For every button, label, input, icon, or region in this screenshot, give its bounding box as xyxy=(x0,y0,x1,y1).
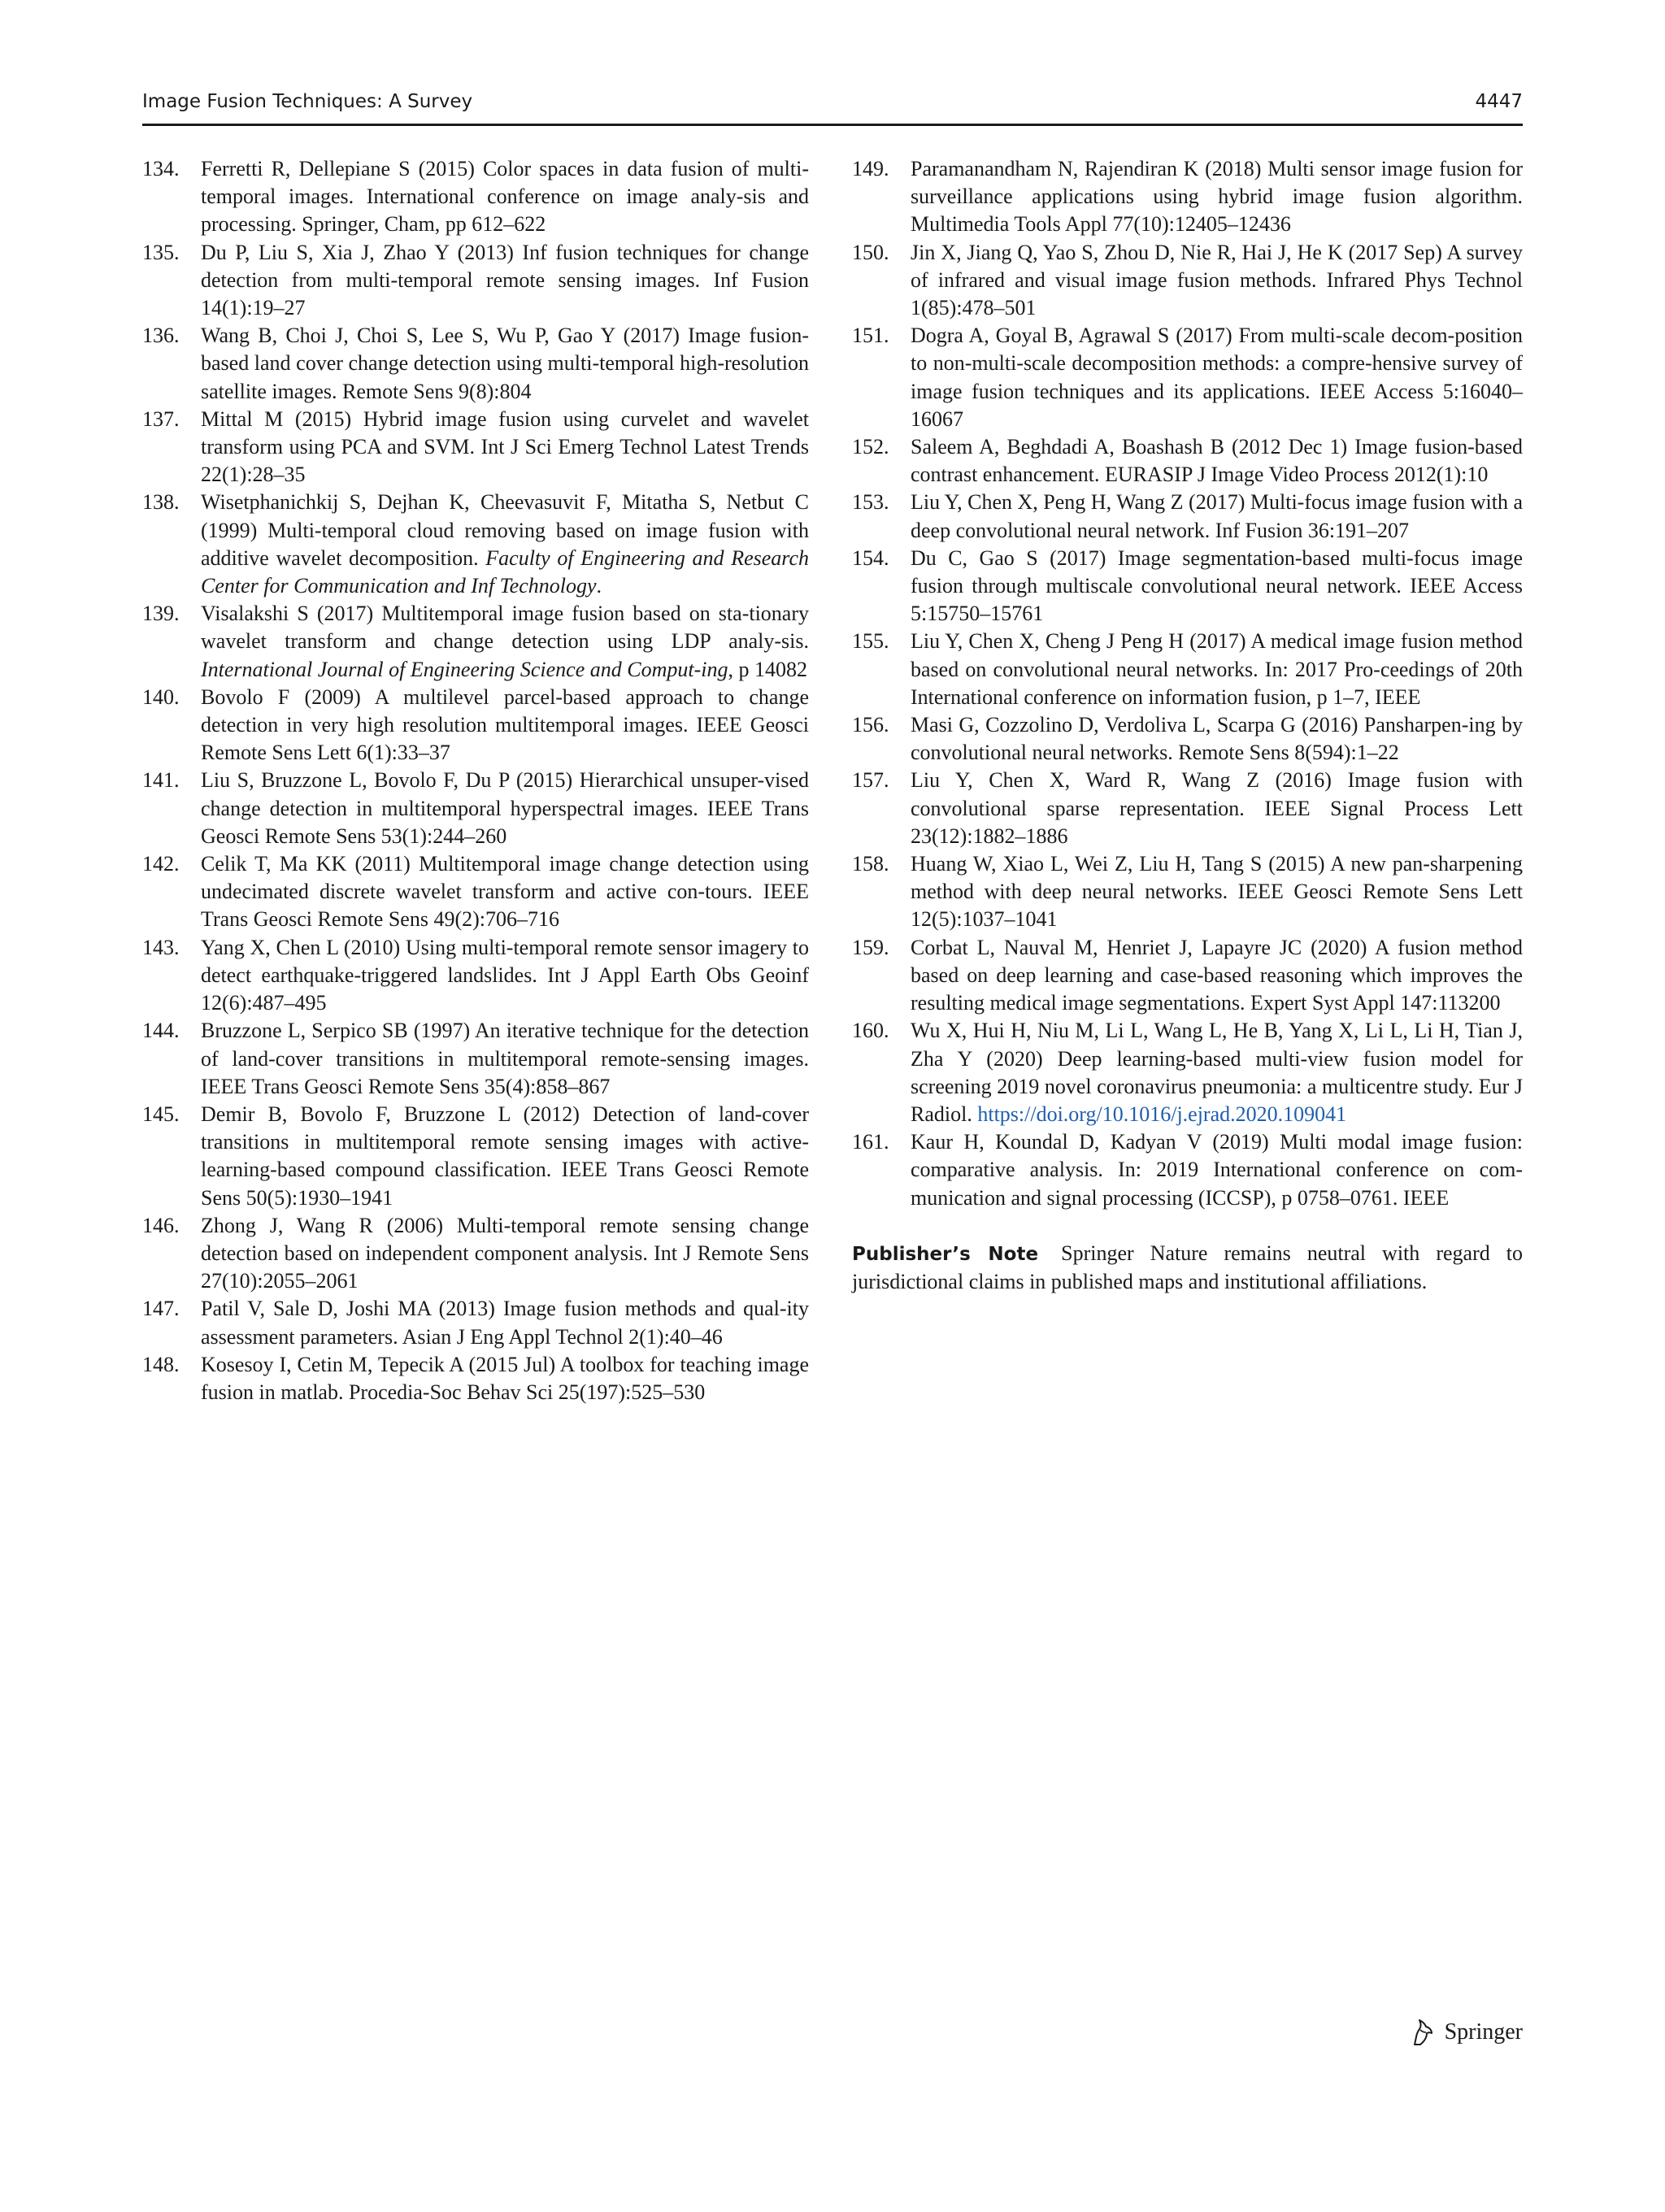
reference-entry xyxy=(142,322,809,406)
reference-text: Huang W, Xiao L, Wei Z, Liu H, Tang S (2015) A new pan-sharpening method with deep neural networks. IEEE Geosci Remote Sens Lett 12(5):1037–1041 xyxy=(911,852,1523,932)
reference-entry xyxy=(852,155,1523,239)
reference-entry xyxy=(142,155,809,239)
reference-text: Du C, Gao S (2017) Image segmentation-based multi-focus image fusion through multiscale convolutional neural network. IEEE Access 5:15750–15761 xyxy=(911,545,1523,626)
reference-number: 147. xyxy=(142,1297,180,1321)
reference-text: Paramanandham N, Rajendiran K (2018) Multi sensor image fusion for surveillance applications using hybrid image fusion algorithm. Multimedia Tools Appl 77(10):12405–12436 xyxy=(911,157,1523,237)
reference-entry xyxy=(142,850,809,934)
reference-entry xyxy=(852,711,1523,767)
reference-entry xyxy=(852,1017,1523,1128)
reference-text: Masi G, Cozzolino D, Verdoliva L, Scarpa G (2016) Pansharpen-ing by convolutional neural networks. Remote Sens 8(594):1–22 xyxy=(911,713,1523,765)
reference-entry xyxy=(852,628,1523,711)
reference-entry xyxy=(852,850,1523,934)
reference-number: 140. xyxy=(142,684,180,709)
reference-number: 139. xyxy=(142,602,180,626)
running-header xyxy=(142,86,1523,126)
reference-number: 150. xyxy=(852,240,889,264)
reference-entry xyxy=(142,934,809,1018)
reference-number: 144. xyxy=(142,1019,180,1043)
reference-entry xyxy=(142,1212,809,1296)
reference-number: 146. xyxy=(142,1213,180,1237)
reference-number: 155. xyxy=(852,629,889,654)
reference-number: 157. xyxy=(852,768,889,793)
reference-text: Kaur H, Koundal D, Kadyan V (2019) Multi modal image fusion: comparative analysis. In: 2019 International conference on com-munication and signal processing (ICCSP), p 0758–0761. IEEE xyxy=(911,1130,1523,1210)
reference-number: 161. xyxy=(852,1130,889,1154)
italic-source: International Journal of Engineering Science and Comput-ing xyxy=(201,657,728,681)
reference-entry xyxy=(142,684,809,767)
references-right-column xyxy=(852,155,1523,1317)
references-left-column xyxy=(142,155,809,1406)
reference-text: Dogra A, Goyal B, Agrawal S (2017) From multi-scale decom-position to non-multi-scale decomposition methods: a compre-hensive survey of image fusion techniques and its applications. IEEE Access 5:16040–16067 xyxy=(911,324,1523,431)
reference-text: Visalakshi S (2017) Multitemporal image fusion based on sta-tionary wavelet transform and change detection using LDP analy-sis. International Journal of Engineering Science and Comput-ing, p 14082 xyxy=(201,602,809,681)
reference-text: Jin X, Jiang Q, Yao S, Zhou D, Nie R, Hai J, He K (2017 Sep) A survey of infrared and visual image fusion methods. Infrared Phys Technol 1(85):478–501 xyxy=(911,240,1523,320)
reference-text: Yang X, Chen L (2010) Using multi-temporal remote sensor imagery to detect earthquake-triggered landslides. Int J Appl Earth Obs Geoinf 12(6):487–495 xyxy=(201,935,809,1015)
publisher-wordmark: Springer xyxy=(1444,2019,1523,2045)
reference-text: Wang B, Choi J, Choi S, Lee S, Wu P, Gao Y (2017) Image fusion-based land cover change detection using multi-temporal high-resolution satellite images. Remote Sens 9(8):804 xyxy=(201,324,809,403)
springer-horse-icon xyxy=(1409,2018,1437,2047)
reference-text: Corbat L, Nauval M, Henriet J, Lapayre JC (2020) A fusion method based on deep learning and case-based reasoning which improves the resulting medical image segmentations. Expert Syst Appl 147:113200 xyxy=(911,935,1523,1015)
reference-number: 137. xyxy=(142,406,180,431)
publisher-note-text: Springer Nature remains neutral with regard to jurisdictional claims in published maps and institutional affiliations. xyxy=(852,1241,1523,1293)
journal-running-title: Image Fusion Techniques: A Survey xyxy=(142,91,473,112)
reference-entry xyxy=(142,406,809,489)
reference-number: 143. xyxy=(142,935,180,959)
reference-entry xyxy=(142,1101,809,1212)
publisher-note xyxy=(852,1240,1523,1296)
reference-entry xyxy=(142,600,809,684)
reference-entry xyxy=(142,1295,809,1350)
reference-number: 158. xyxy=(852,852,889,876)
reference-entry xyxy=(852,767,1523,850)
page-number: 4447 xyxy=(1475,91,1523,112)
reference-text: Liu Y, Chen X, Cheng J Peng H (2017) A medical image fusion method based on convolutional neural networks. In: 2017 Pro-ceedings of 20th International conference on information fusion, p 1–7, IEEE xyxy=(911,629,1523,709)
reference-text: Celik T, Ma KK (2011) Multitemporal image change detection using undecimated discrete wavelet transform and active con-tours. IEEE Trans Geosci Remote Sens 49(2):706–716 xyxy=(201,852,809,932)
reference-list-left xyxy=(142,155,809,1406)
reference-entry xyxy=(852,322,1523,433)
reference-entry xyxy=(852,934,1523,1018)
reference-text: Du P, Liu S, Xia J, Zhao Y (2013) Inf fusion techniques for change detection from multi-temporal remote sensing images. Inf Fusion 14(1):19–27 xyxy=(201,240,809,320)
reference-text: Bovolo F (2009) A multilevel parcel-based approach to change detection in very high resolution multitemporal images. IEEE Geosci Remote Sens Lett 6(1):33–37 xyxy=(201,684,809,765)
reference-entry xyxy=(852,239,1523,323)
reference-number: 152. xyxy=(852,435,889,459)
reference-text: Saleem A, Beghdadi A, Boashash B (2012 Dec 1) Image fusion-based contrast enhancement. EURASIP J Image Video Process 2012(1):10 xyxy=(911,435,1523,487)
reference-text: Ferretti R, Dellepiane S (2015) Color spaces in data fusion of multi-temporal images. International conference on image analy-sis and processing. Springer, Cham, pp 612–622 xyxy=(201,157,809,237)
reference-text: Wu X, Hui H, Niu M, Li L, Wang L, He B, Yang X, Li L, Li H, Tian J, Zha Y (2020) Deep learning-based multi-view fusion model for screening 2019 novel coronavirus pneumonia: a multicentre study. Eur J Radiol. https://doi.org/10.1016/j.ejrad.2020.109041 xyxy=(911,1019,1523,1126)
reference-number: 153. xyxy=(852,490,889,515)
reference-entry xyxy=(852,489,1523,544)
springer-logo xyxy=(1409,2016,1523,2049)
reference-text: Kosesoy I, Cetin M, Tepecik A (2015 Jul) A toolbox for teaching image fusion in matlab. Procedia-Soc Behav Sci 25(197):525–530 xyxy=(201,1352,809,1404)
publisher-note-label: Publisher’s Note xyxy=(852,1243,1039,1265)
reference-number: 145. xyxy=(142,1102,180,1126)
reference-entry xyxy=(142,489,809,600)
reference-number: 151. xyxy=(852,324,889,348)
reference-number: 134. xyxy=(142,157,180,180)
reference-number: 138. xyxy=(142,490,180,515)
reference-number: 160. xyxy=(852,1019,889,1043)
reference-text: Wisetphanichkij S, Dejhan K, Cheevasuvit F, Mitatha S, Netbut C (1999) Multi-temporal cloud removing based on image fusion with additive wavelet decomposition. Faculty of Engineering and Research Center for Communication and Inf Technology. xyxy=(201,490,810,598)
reference-entry xyxy=(142,1017,809,1101)
reference-entry xyxy=(142,1351,809,1406)
italic-source: Faculty of Engineering and Research Center for Communication and Inf Technology xyxy=(201,545,810,598)
reference-number: 148. xyxy=(142,1352,180,1376)
reference-text: Mittal M (2015) Hybrid image fusion using curvelet and wavelet transform using PCA and SVM. Int J Sci Emerg Technol Latest Trends 22(1):28–35 xyxy=(201,406,809,487)
reference-text: Bruzzone L, Serpico SB (1997) An iterative technique for the detection of land-cover transitions in multitemporal remote-sensing images. IEEE Trans Geosci Remote Sens 35(4):858–867 xyxy=(201,1019,809,1098)
reference-text: Liu S, Bruzzone L, Bovolo F, Du P (2015) Hierarchical unsuper-vised change detection in multitemporal hyperspectral images. IEEE Trans Geosci Remote Sens 53(1):244–260 xyxy=(201,768,809,848)
reference-entry xyxy=(852,433,1523,489)
reference-number: 142. xyxy=(142,852,180,876)
reference-number: 159. xyxy=(852,935,889,959)
doi-link[interactable]: https://doi.org/10.1016/j.ejrad.2020.109041 xyxy=(977,1102,1347,1126)
reference-number: 154. xyxy=(852,545,889,570)
reference-text: Patil V, Sale D, Joshi MA (2013) Image fusion methods and qual-ity assessment parameters. Asian J Eng Appl Technol 2(1):40–46 xyxy=(201,1297,809,1349)
reference-text: Demir B, Bovolo F, Bruzzone L (2012) Detection of land-cover transitions in multitemporal remote sensing images with active-learning-based compound classification. IEEE Trans Geosci Remote Sens 50(5):1930–1941 xyxy=(201,1102,809,1210)
reference-entry xyxy=(142,767,809,850)
reference-list-right xyxy=(852,155,1523,1212)
reference-number: 149. xyxy=(852,157,889,180)
reference-number: 141. xyxy=(142,768,180,793)
reference-entry xyxy=(142,239,809,323)
reference-number: 136. xyxy=(142,324,180,348)
reference-text: Liu Y, Chen X, Peng H, Wang Z (2017) Multi-focus image fusion with a deep convolutional neural network. Inf Fusion 36:191–207 xyxy=(911,490,1523,542)
reference-text: Liu Y, Chen X, Ward R, Wang Z (2016) Image fusion with convolutional sparse representation. IEEE Signal Process Lett 23(12):1882–1886 xyxy=(911,768,1523,848)
reference-text: Zhong J, Wang R (2006) Multi-temporal remote sensing change detection based on independent component analysis. Int J Remote Sens 27(10):2055–2061 xyxy=(201,1213,809,1293)
reference-number: 135. xyxy=(142,240,180,264)
reference-entry xyxy=(852,1128,1523,1212)
reference-entry xyxy=(852,545,1523,628)
reference-number: 156. xyxy=(852,713,889,737)
